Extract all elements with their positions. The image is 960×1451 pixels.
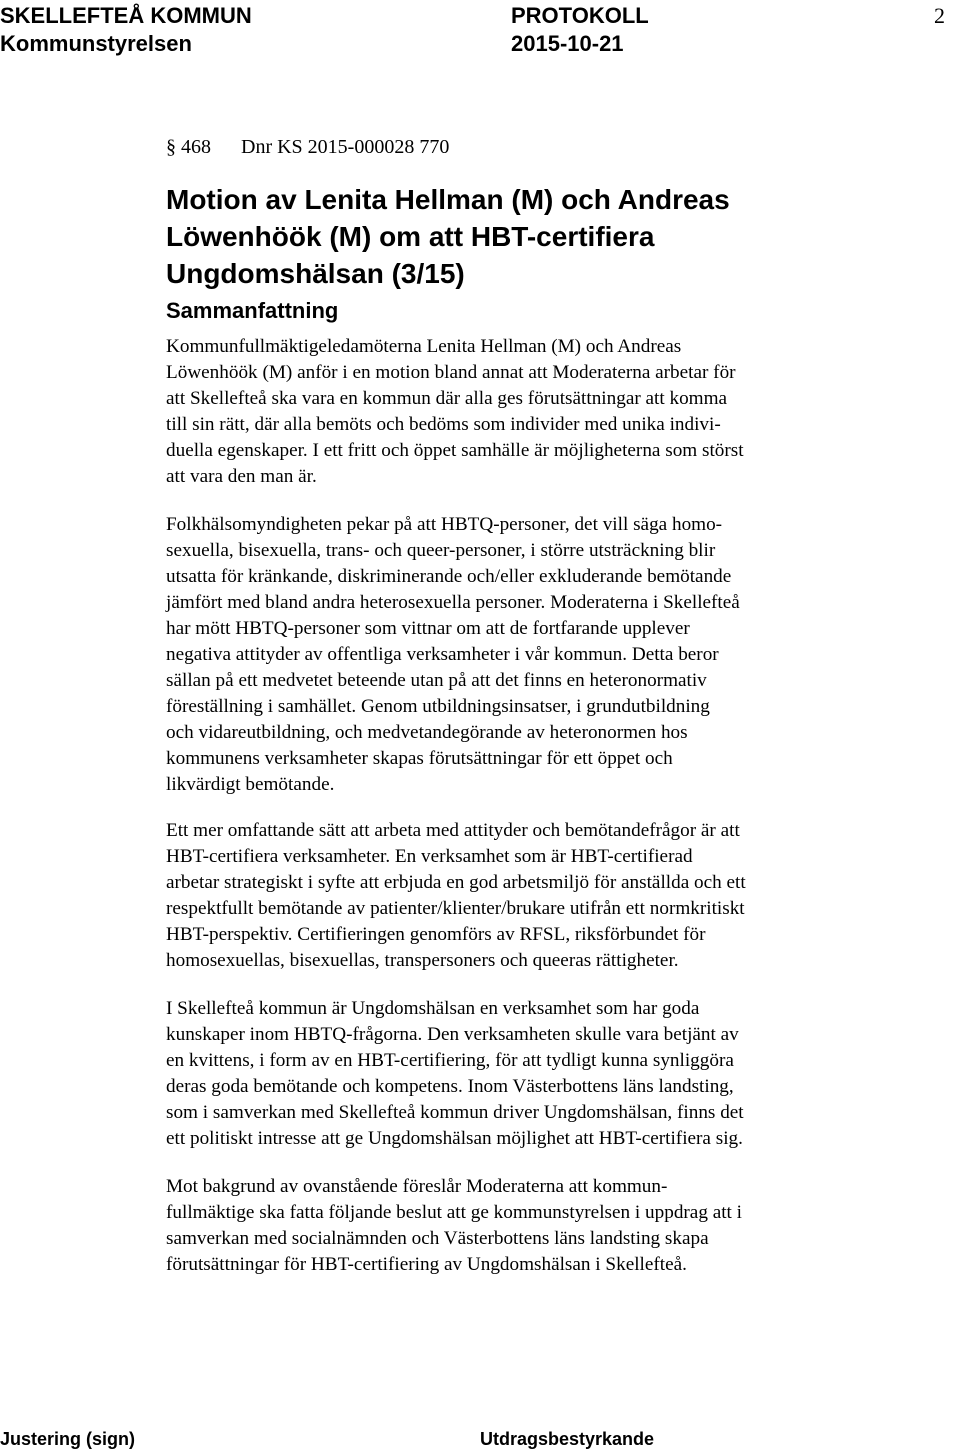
text-line: deras goda bemötande och kompetens. Inom Västerbottens läns landsting, [166,1076,734,1097]
text-line: att vara den man är. [166,466,317,487]
text-line: föreställning i samhället. Genom utbildningsinsatser, i grundutbildning [166,696,710,717]
text-line: utsatta för kränkande, diskriminerande och/eller exkluderande bemötande [166,566,732,587]
text-line: samverkan med socialnämnden och Västerbottens läns landsting skapa [166,1228,709,1249]
text-line: och vidareutbildning, och medvetandegörande av heteronormen hos [166,722,688,743]
text-line: Kommunfullmäktigeledamöterna Lenita Hellman (M) och Andreas [166,336,682,357]
text-line: förutsättningar för HBT-certifiering av Ungdomshälsan i Skellefteå. [166,1254,687,1275]
text-line: fullmäktige ska fatta följande beslut att ge kommunstyrelsen i uppdrag att i [166,1202,743,1223]
body-paragraph [166,818,746,974]
case-number: Dnr KS 2015-000028 770 [241,136,450,158]
body-paragraph [166,1174,742,1278]
header-date: 2015-10-21 [511,31,624,56]
title-line: Ungdomshälsan (3/15) [166,258,465,289]
summary-heading: Sammanfattning [166,298,339,323]
footer-certification-label: Utdragsbestyrkande [480,1429,655,1449]
text-line: arbetar strategiskt i syfte att erbjuda en god arbetsmiljö för anställda och ett [166,872,746,893]
footer-signature-label: Justering (sign) [0,1429,136,1449]
header-body-name: Kommunstyrelsen [0,31,192,56]
page-number: 2 [934,3,945,28]
text-line: HBT-certifiera verksamheter. En verksamhet som är HBT-certifierad [166,846,693,867]
text-line: I Skellefteå kommun är Ungdomshälsan en verksamhet som har goda [166,998,700,1019]
text-line: respektfullt bemötande av patienter/klienter/brukare utifrån ett normkritiskt [166,898,745,919]
text-line: kommunens verksamheter skapas förutsättningar för ett öppet och [166,748,673,769]
text-line: HBT-perspektiv. Certifieringen genomförs av RFSL, riksförbundet för [166,924,706,945]
text-line: Folkhälsomyndigheten pekar på att HBTQ-personer, det vill säga homo- [166,514,723,535]
text-line: ett politiskt intresse att ge Ungdomshälsan möjlighet att HBT-certifiera sig. [166,1128,743,1149]
text-line: Mot bakgrund av ovanstående föreslår Moderaterna att kommun- [166,1176,668,1197]
text-line: Ett mer omfattande sätt att arbeta med attityder och bemötandefrågor är att [166,820,740,841]
title-line: Löwenhöök (M) om att HBT-certifiera [166,221,655,252]
text-line: sexuella, bisexuella, trans- och queer-personer, i större utsträckning blir [166,540,716,561]
title-line: Motion av Lenita Hellman (M) och Andreas [166,184,730,215]
text-line: kunskaper inom HBTQ-frågorna. Den verksamheten skulle vara betjänt av [166,1024,739,1045]
header-doc-type: PROTOKOLL [511,3,649,28]
text-line: till sin rätt, där alla bemöts och bedöms som individer med unika indivi- [166,414,721,435]
page-title [166,181,926,292]
paragraph-number: § 468 [166,136,211,158]
section-reference [166,133,449,161]
header-org-name: SKELLEFTEÅ KOMMUN [0,3,252,28]
text-line: att Skellefteå ska vara en kommun där alla ges förutsättningar att komma [166,388,728,409]
text-line: negativa attityder av offentliga verksamheter i vår kommun. Detta beror [166,644,719,665]
text-line: en kvittens, i form av en HBT-certifiering, för att tydligt kunna synliggöra [166,1050,734,1071]
body-paragraph [166,512,740,798]
text-line: Löwenhöök (M) anför i en motion bland annat att Moderaterna arbetar för [166,362,736,383]
text-line: likvärdigt bemötande. [166,774,335,795]
text-line: som i samverkan med Skellefteå kommun driver Ungdomshälsan, finns det [166,1102,744,1123]
text-line: homosexuellas, bisexuellas, transpersoners och queeras rättigheter. [166,950,679,971]
text-line: har mött HBTQ-personer som vittnar om att de fortfarande upplever [166,618,690,639]
text-line: duella egenskaper. I ett fritt och öppet samhälle är möjligheterna som störst [166,440,744,461]
text-line: jämfört med bland andra heterosexuella personer. Moderaterna i Skellefteå [166,592,740,613]
text-line: sällan på ett medvetet beteende utan på att det finns en heteronormativ [166,670,707,691]
body-paragraph [166,996,744,1152]
body-paragraph [166,334,744,490]
